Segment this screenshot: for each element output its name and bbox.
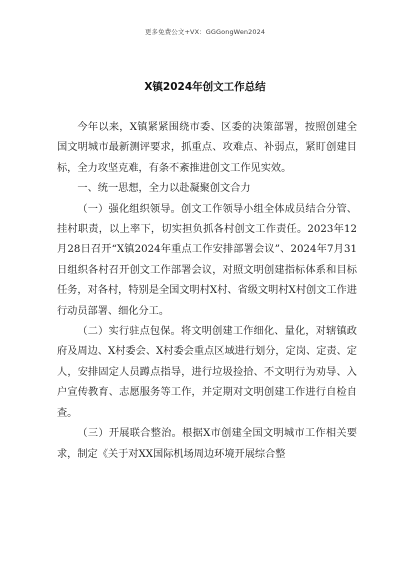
document-title: X镇2024年创文工作总结 xyxy=(144,81,266,93)
document-body xyxy=(57,118,357,465)
header-note: 更多免费公文+VX：GGGongWen2024 xyxy=(144,28,266,36)
section-heading: 一、统一思想，全力以赴凝聚创文合力 xyxy=(77,183,251,195)
intro-paragraph: 今年以来，X镇紧紧围绕市委、区委的决策部署，按照创建全国文明城市最新测评要求，抓重点、攻难点、补弱点，紧盯创建目标，全力攻坚克难，有条不紊推进创文工作见实效。 xyxy=(57,122,357,174)
body-paragraph: （一）强化组织领导。创文工作领导小组全体成员结合分管、挂村职责，以上率下，切实担负抓各村创文工作责任。2023年12月28日召开“X镇2024年重点工作安排部署会议”、2024年7月31日组织各村召开创文工作部署会议，对照文明创建指标体系和目标任务，对各村，特别是全国文明村X村、省级文明村X村创文工作进行动员部署、细化分工。 xyxy=(57,203,357,317)
body-paragraph: （三）开展联合整治。根据X市创建全国文明城市工作相关要求，制定《关于对XX国际机场周边环境开展综合整 xyxy=(57,428,357,460)
body-paragraph: （二）实行驻点包保。将文明创建工作细化、量化，对辖镇政府及周边、X村委会、X村委会重点区域进行划分，定岗、定责、定人，安排固定人员蹲点指导，进行垃圾捡拾、不文明行为劝导、入户宣传教育、志愿服务等工作，并定期对文明创建工作进行自检自查。 xyxy=(57,326,357,419)
